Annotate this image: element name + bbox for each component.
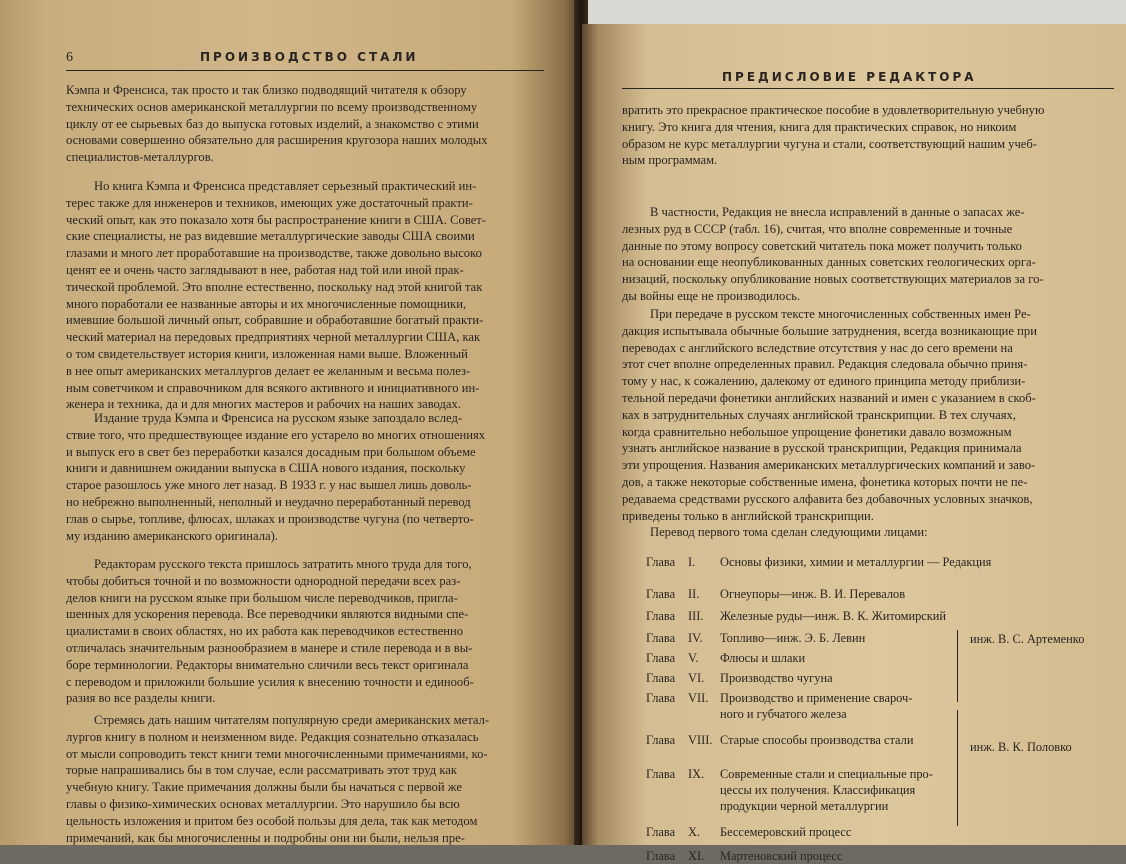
text-line: боре терминологии. Редакторы внимательно сличили весь текст оригинала [66,657,469,672]
chapter-title: Современные стали и специальные про- [720,767,933,781]
chapter-number: VI. [688,671,705,685]
chapter-title: Производство чугуна [720,671,833,685]
chapter-title: Мартеновский процесс [720,849,843,863]
chapter-number: VIII. [688,733,713,747]
text-line: Кэмпа и Френсиса, так просто и так близко подводящий читателя к обзору [66,83,467,97]
text-line: Издание труда Кэмпа и Френсиса на русском языке запоздало вслед- [94,411,463,425]
text-line: редаваема средствами русского алфавита без добавочных условных значков, [622,491,1033,506]
text-line: ценят ее и очень часто заглядывают в нее, работая над той или иной прак- [66,262,464,277]
text-line: примечаний, как бы многочисленны и подробны они ни были, нельзя пре- [66,830,465,845]
header-rule-right [622,88,1114,89]
text-line: При передаче в русском тексте многочисленных собственных имен Ре- [650,307,1031,321]
text-line: дакция испытывала обычные большие затруднения, всегда возникающие при [622,323,1037,338]
text-line: и выпуск его в свет без переработки казался досадным при большом объеме [66,444,476,459]
chapter-label: Глава [646,671,676,685]
chapter-number: VII. [688,691,709,705]
chapter-title: продукции черной металлургии [720,799,889,813]
running-head-right: ПРЕДИСЛОВИЕ РЕДАКТОРА [722,70,977,84]
text-line: этот счет вполне определенных правил. Редакция следовала обычно приня- [622,357,1028,372]
text-line: когда сравнительно небольшое упрощение фонетики давало возможным [622,424,1012,439]
chapter-label: Глава [646,651,676,665]
text-line: старое разошлось уже много лет назад. В 1933 г. у нас вышел лишь доволь- [66,478,472,493]
text-line: переводах с английского вследствие отсутствия у нас до сего времени на [622,340,1013,355]
chapter-label: Глава [646,849,676,863]
chapter-number: X. [688,825,701,839]
chapter-number: IV. [688,631,703,645]
chapter-number: IX. [688,767,705,781]
text-line: отличалась значительным разнообразием в манере и стиле перевода и в вы- [66,640,473,655]
chapter-number: II. [688,587,700,601]
paragraph [622,306,1112,524]
text-line: узнать английское название в русской транскрипции, Редакция принимала [622,441,1022,456]
paragraph [66,178,546,413]
text-line: специалистов-металлургов. [66,150,214,165]
right-page [582,24,1126,863]
text-line: в нее опыт американских металлургов делает ее желанным и весьма полез- [66,363,471,378]
chapter-title: цессы их получения. Классификация [720,783,916,797]
chapter-label: Глава [646,691,676,705]
text-line: ческий опыт, как это показало хотя бы распространение книги в США. Совет- [66,212,487,227]
chapter-label: Глава [646,587,676,601]
text-line: В частности, Редакция не внесла исправлений в данные о запасах же- [650,205,1025,219]
chapter-title: Флюсы и шлаки [720,651,806,665]
text-line: лургов книгу в полном и неизменном виде. Редакция сознательно отказалась [66,729,479,744]
text-line: ным советчиком и справочником для всякого активного и инициативного ин- [66,380,480,395]
chapter-label: Глава [646,767,676,781]
brace-1 [957,630,958,702]
running-head: ПРОИЗВОДСТВО СТАЛИ [200,50,419,64]
text-line: лезных руд в СССР (табл. 16), считая, что вполне современные и точные [622,221,1013,236]
chapter-title: Топливо—инж. Э. Б. Левин [720,631,866,645]
text-line: Стремясь дать нашим читателям популярную среди американских метал- [94,713,490,727]
text-line: тому у нас, к сожалению, далекому от единого принципа методу приблизи- [622,374,1026,389]
paragraph [622,102,1112,169]
text-line: Но книга Кэмпа и Френсиса представляет серьезный практический ин- [94,179,477,193]
text-line: торые напрашивались бы в том случае, если рассматривать этот труд как [66,763,457,778]
text-line: делов книги на русском языке при большом числе переводчиков, пригла- [66,590,458,605]
chapter-number: V. [688,651,699,665]
text-line: образом не курс металлургии чугуна и стали, соответствующий нашим учеб- [622,136,1038,151]
text-line: ках в затруднительных случаях английской транскрипции. В тех случаях, [622,407,1016,422]
chapter-label: Глава [646,825,676,839]
text-line: чтобы добиться точной и по возможности однородной передачи всех раз- [66,573,461,588]
chapter-title: Старые способы производства стали [720,733,914,747]
text-line: глав о сырье, топливе, флюсах, шлаках и производстве чугуна (по четверто- [66,511,474,526]
chapter-label: Глава [646,631,676,645]
text-line: книгу. Это книга для чтения, книга для практических справок, но никоим [622,119,1017,134]
chapter-title: Бессемеровский процесс [720,825,852,839]
text-line: эти упрощения. Названия американских металлургических компаний и заво- [622,458,1036,473]
text-line: ские специалисты, не раз видевшие металлургические заводы США своими [66,229,475,244]
text-line: дов, а также некоторые собственные имена, фонетика которых почти не пе- [622,474,1028,489]
paragraph [66,410,546,544]
text-line: тельной передачи фонетики английских названий и имен с указанием в скоб- [622,390,1036,405]
text-line: книги и давнишнем ожидании выпуска в США нового издания, поскольку [66,461,466,476]
text-line: ды войны еще не производилось. [622,288,801,303]
text-line: ствие того, что предшествующее издание его устарело во многих отношениях [66,427,486,442]
text-line: низаций, поскольку опубликование новых соответствующих материалов за го- [622,272,1044,287]
chapter-title: Производство и применение свароч- [720,691,913,705]
text-line: цельность изложения и притом без особой пользы для дела, так как методом [66,813,478,828]
text-line: данные по этому вопросу советский читатель пока может получить только [622,238,1022,253]
text-line: технических основ американской металлургии по всему производственному [66,99,478,114]
chapter-title: Железные руды—инж. В. К. Житомирский [720,609,947,623]
paragraph [66,712,546,846]
text-line: Редакторам русского текста пришлось затратить много труда для того, [94,557,472,571]
paragraph [66,556,546,707]
text-line: основами совершенно обязательно для расширения кругозора наших молодых [66,133,488,148]
text-line: главы о физико-химических основах металлургии. Это нарушило бы всю [66,796,460,811]
chapter-label: Глава [646,555,676,569]
text-line: от мысли сопроводить текст книги теми многочисленными примечаниями, ко- [66,746,488,761]
text-line: ческий материал на передовых предприятиях черной металлургии США, как [66,330,481,345]
chapter-number: III. [688,609,704,623]
translator-2: инж. В. К. Половко [970,740,1072,754]
text-line: на основании еще неопубликованных данных советских геологических орга- [622,255,1036,270]
chapter-number: I. [688,555,696,569]
text-line: с переводом и приложили большие усилия к внесению точности и единооб- [66,674,474,689]
text-line: разия во все разделы книги. [66,691,216,706]
text-line: циалистами в своих областях, но их работа как переводчиков естественно [66,624,464,639]
text-line: шенных для ускорения перевода. Все переводчики являются видными спе- [66,607,469,622]
text-line: терес также для инженеров и техников, имеющих уже достаточный практи- [66,195,473,210]
chapter-title: ного и губчатого железа [720,707,847,721]
chapter-number: XI. [688,849,705,863]
text-line: много поработали ее названные авторы и их многочисленные помощники, [66,296,467,311]
text-line: ным программам. [622,153,718,168]
paragraph [66,82,546,166]
chapter-title: Основы физики, химии и металлургии — Редакция [720,555,992,569]
paragraph [622,204,1112,305]
text-line: Перевод первого тома сделан следующими лицами: [650,525,928,539]
text-line: имевшие большой личный опыт, собравшие и обработавшие богатый практи- [66,313,484,328]
page-number: 6 [66,50,73,65]
header-rule [66,70,544,71]
text-line: вратить это прекрасное практическое пособие в удовлетворительную учебную [622,103,1045,117]
chapter-title: Огнеупоры—инж. В. И. Перевалов [720,587,906,601]
text-line: му изданию американского оригинала). [66,528,278,543]
text-line: глазами и много лет проработавшие на производстве, также довольно высоко [66,246,482,261]
text-line: учебную книгу. Такие примечания должны были бы начаться с первой же [66,780,462,795]
chapter-label: Глава [646,609,676,623]
text-line: тической проблемой. Это вполне естественно, поскольку над этой книгой так [66,279,483,294]
paragraph [622,524,1112,541]
brace-2 [957,710,958,826]
text-line: приведены только в английской транскрипции. [622,508,874,523]
chapter-label: Глава [646,733,676,747]
text-line: циклу от ее сырьевых баз до выпуска готовых изделий, а знакомство с этими [66,116,479,131]
translator-1: инж. В. С. Артеменко [970,632,1085,646]
text-line: о том свидетельствует история книги, изложенная нами выше. Вложенный [66,346,468,361]
text-line: но небрежно выполненный, неполный и неудачно переработанный перевод [66,494,471,509]
text-line: женера и техника, да и для многих мастеров и рабочих на наших заводах. [66,397,461,412]
